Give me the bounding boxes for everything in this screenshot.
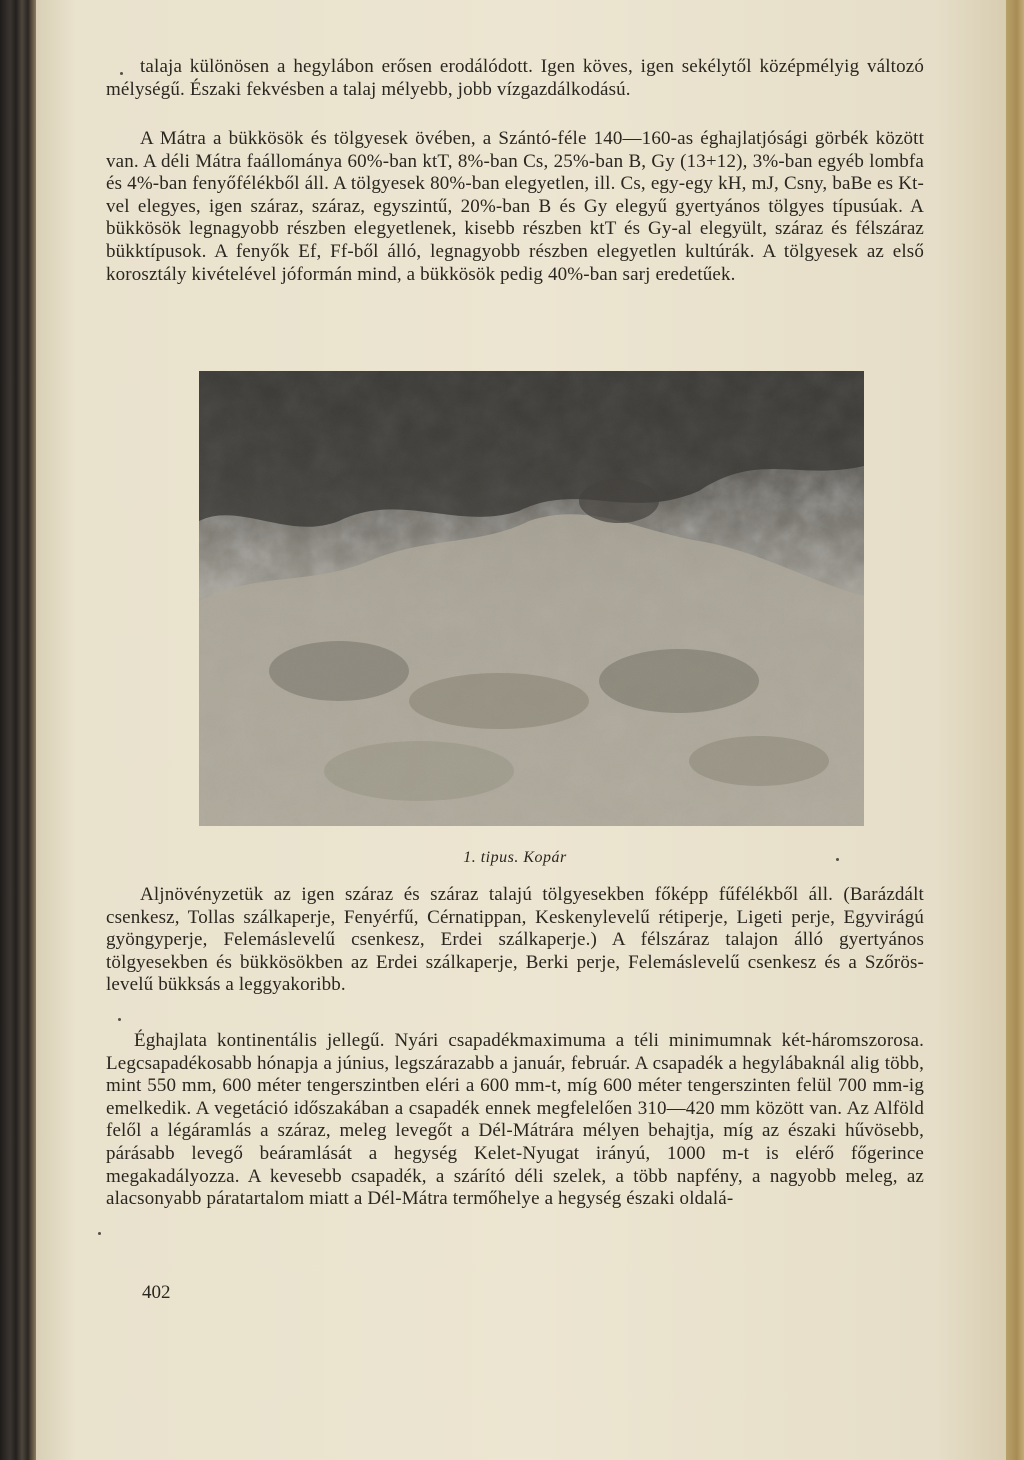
- print-speck: [836, 858, 839, 861]
- paragraph-undergrowth-text: Aljnövényzetük az igen száraz és száraz talajú tölgyesekben főképp fűfélékből áll. (Barázdált csenkesz, Tollas szálkaperje, Fenyérfű, Cérnatippan, Keskenylevelű rétiperje, Ligeti perje, Egyvirágú gyöngyperje, Felemáslevelű csenkesz, Erdei szálkaperje.) A félszáraz talajon álló gyertyános tölgyesekben és bükkösökben az Erdei szálkaperje, Berki perje, Felemáslevelű csenkesz és a Szőrös-levelű bükksás a leggyakoribb.: [106, 884, 924, 996]
- paragraph-climate: [106, 128, 924, 286]
- rocky-slope-photo-icon: [199, 371, 864, 826]
- print-speck: [118, 1018, 121, 1021]
- print-speck: [98, 1232, 101, 1235]
- facing-page-edge: [1006, 0, 1024, 1460]
- paragraph-climate-text: A Mátra a bükkösök és tölgyesek övében, a Szántó-féle 140—160-as éghajlatjósági görbék között van. A déli Mátra faállománya 60%-ban ktT, 8%-ban Cs, 25%-ban B, Gy (13+12), 3%-ban egyéb lombfa és 4%-ban fenyőfélékből áll. A tölgyesek 80%-ban elegyetlen, ill. Cs, egy-egy kH, mJ, Csny, baBe es Kt-vel elegyes, igen száraz, száraz, egyszintű, 20%-ban B és Gy elegyű gyertyános tölgyes típusúak. A bükkösök legnagyobb részben elegyetlenek, kisebb részben ktT és Gy-al elegyült, száraz és félszáraz bükktípusok. A fenyők Ef, Ff-ből álló, legnagyobb részben elegyetlen kultúrák. A tölgyesek az első korosztály kivételével jóformán mind, a bükkösök pedig 40%-ban sarj eredetűek.: [106, 128, 924, 285]
- print-speck: [120, 72, 123, 75]
- figure-caption: 1. tipus. Kopár: [463, 849, 567, 866]
- book-binding: [0, 0, 36, 1460]
- page-number: 402: [142, 1282, 171, 1303]
- paragraph-soil: [106, 56, 924, 101]
- paragraph-precipitation: [106, 1030, 924, 1211]
- figure-photo-barren-rocky-slope: [199, 371, 864, 826]
- paragraph-precipitation-text: Éghajlata kontinentális jellegű. Nyári csapadékmaximuma a téli minimumnak két-háromszorosa. Legcsapadékosabb hónapja a június, legszárazabb a január, február. A csapadék a hegylábaknál alig több, mint 550 mm, 600 méter tengerszintben eléri a 600 mm-t, míg 600 méter tengerszinten felül 700 mm-ig emelkedik. A vegetáció időszakában a csapadék ennek megfelelően 310—420 mm között van. Az Alföld felől a légáramlás a száraz, meleg levegőt a Dél-Mátrára mélyen behajtja, míg az északi hűvösebb, párásabb levegő beáramlását a hegység Kelet-Nyugat irányú, 1000 m-t is elérő főgerince megakadályozza. A kevesebb csapadék, a szárító déli szelek, a több napfény, a nagyobb meleg, az alacsonyabb páratartalom miatt a Dél-Mátra termőhelye a hegység északi oldalá-: [106, 1030, 924, 1210]
- paragraph-undergrowth: [106, 884, 924, 997]
- paragraph-soil-text: talaja különösen a hegylábon erősen erodálódott. Igen köves, igen sekélytől középmélyig változó mélységű. Északi fekvésben a talaj mélyebb, jobb vízgazdálkodású.: [106, 56, 924, 100]
